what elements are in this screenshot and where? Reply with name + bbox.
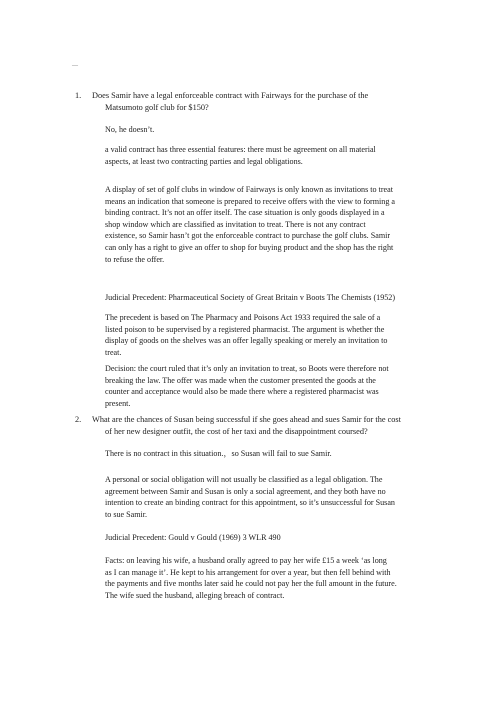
paragraph-line: The wife sued the husband, alleging breach of contract.: [105, 590, 285, 600]
precedent-heading: Judicial Precedent: Gould v Gould (1969) 3 WLR 490: [105, 533, 281, 542]
paragraph-line: display of goods on the shelves was an offer legally speaking or merely an invitation to: [105, 336, 388, 346]
paragraph-line: binding contract. It’s not an offer itself. The case situation is only goods displayed in a: [105, 208, 385, 218]
paragraph-line: intention to create an binding contract for this appointment, so it’s unsuccessful for Susan: [105, 498, 395, 508]
header-mark: —: [72, 63, 78, 69]
paragraph-line: breaking the law. The offer was made when the customer presented the goods at the: [105, 375, 376, 385]
question-line: Matsumoto golf club for $150?: [105, 102, 209, 112]
question-number: 2.: [75, 415, 82, 424]
question-line: Does Samir have a legal enforceable contract with Fairways for the purchase of the: [92, 91, 369, 100]
paragraph: [105, 474, 435, 520]
paragraph-line: counter and acceptance would also be made there where a registered pharmacist was: [105, 387, 379, 397]
paragraph-line: aspects, at least two contracting parties and legal obligations.: [105, 156, 303, 166]
answer-line: No, he doesn’t.: [105, 125, 155, 134]
question-1: [75, 90, 435, 113]
paragraph-line: shop window which are classified as invitation to treat. There is not any contract: [105, 219, 366, 229]
paragraph-line: present.: [105, 398, 131, 408]
question-line: of her new designer outfit, the cost of her taxi and the disappointment coursed?: [105, 426, 368, 436]
paragraph: [105, 184, 435, 265]
paragraph: [105, 363, 435, 409]
paragraph-line: means an indication that someone is prepared to receive offers with the view to forming a: [105, 196, 396, 206]
question-line: What are the chances of Susan being successful if she goes ahead and sues Samir for the cost: [92, 415, 401, 424]
paragraph-line: The precedent is based on The Pharmacy and Poisons Act 1933 required the sale of a: [105, 313, 381, 322]
paragraph-line: treat.: [105, 347, 122, 357]
paragraph: [105, 555, 435, 601]
paragraph-line: as I can manage it’. He kept to his arrangement for over a year, but then fell behind with: [105, 567, 391, 577]
paragraph-line: agreement between Samir and Susan is only a social agreement, and they both have no: [105, 486, 386, 496]
paragraph-line: to refuse the offer.: [105, 254, 165, 264]
paragraph-line: a valid contract has three essential features: there must be agreement on all material: [105, 145, 376, 154]
paragraph-line: A personal or social obligation will not usually be classified as a legal obligation. The: [105, 475, 383, 484]
paragraph-line: to sue Samir.: [105, 509, 148, 519]
paragraph-line: the payments and five months later said he could not pay her the full amount in the future.: [105, 579, 397, 589]
paragraph-line: Facts: on leaving his wife, a husband orally agreed to pay her wife £15 a week ‘as long: [105, 556, 387, 565]
question-2: [75, 414, 435, 437]
paragraph: [105, 144, 435, 167]
answer-line: There is no contract in this situation.，so Susan will fail to sue Samir.: [105, 449, 332, 458]
precedent-heading: Judicial Precedent: Pharmaceutical Society of Great Britain v Boots The Chemists (1952): [105, 293, 396, 302]
paragraph-line: A display of set of golf clubs in window of Fairways is only known as invitations to treat: [105, 185, 393, 194]
paragraph-line: Decision: the court ruled that it’s only an invitation to treat, so Boots were therefore not: [105, 364, 389, 373]
paragraph: [105, 312, 435, 358]
question-number: 1.: [75, 91, 82, 100]
paragraph-line: can only has a right to give an offer to shop for buying product and the shop has the right: [105, 242, 394, 252]
paragraph-line: listed poison to be supervised by a registered pharmacist. The argument is whether the: [105, 324, 385, 334]
paragraph-line: existence, so Samir hasn’t got the enforceable contract to purchase the golf clubs. Samir: [105, 231, 391, 241]
